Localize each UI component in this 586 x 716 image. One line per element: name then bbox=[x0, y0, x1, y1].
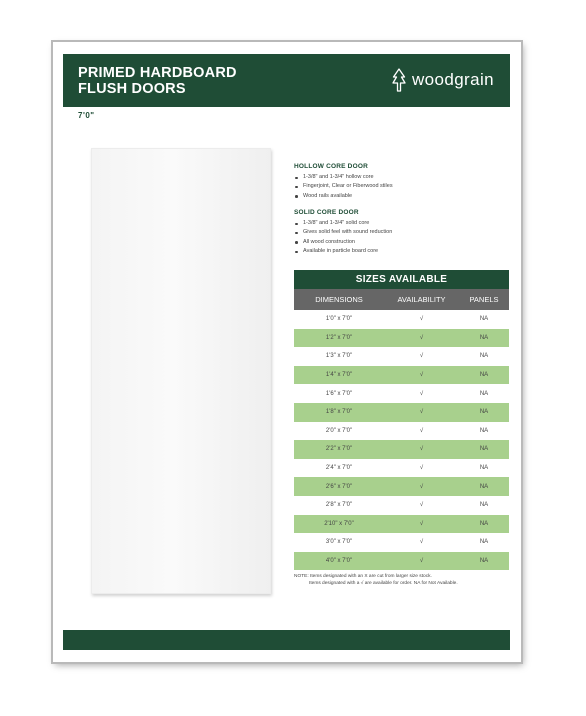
panels-cell: NA bbox=[479, 372, 489, 379]
table-row bbox=[294, 459, 509, 478]
brand-name: woodgrain bbox=[411, 70, 494, 89]
table-row bbox=[294, 403, 509, 422]
footer-bar bbox=[63, 630, 510, 650]
dimension-cell: 2'8" x 7'0" bbox=[325, 502, 353, 509]
table-row bbox=[294, 552, 509, 571]
availability-cell: √ bbox=[419, 316, 424, 323]
title-line-1: PRIMED HARDBOARD bbox=[78, 65, 237, 81]
dimension-cell: 2'4" x 7'0" bbox=[325, 465, 353, 472]
availability-cell: √ bbox=[419, 334, 424, 341]
dimension-cell: 1'4" x 7'0" bbox=[325, 372, 353, 379]
column-header-dimensions: DIMENSIONS bbox=[315, 295, 363, 304]
hollow-core-section bbox=[294, 163, 504, 201]
dimension-cell: 2'0" x 7'0" bbox=[325, 427, 353, 434]
panels-cell: NA bbox=[479, 353, 489, 360]
spec-sheet bbox=[53, 42, 521, 662]
footnote-line-2: Items designated with a √ are available for order. NA for Not Available. bbox=[309, 580, 458, 586]
header-banner bbox=[63, 54, 510, 107]
availability-cell: √ bbox=[419, 372, 424, 379]
panels-cell: NA bbox=[479, 558, 489, 565]
dimension-cell: 1'6" x 7'0" bbox=[325, 390, 353, 397]
table-body bbox=[294, 310, 509, 570]
table-row bbox=[294, 384, 509, 403]
dimension-cell: 3'0" x 7'0" bbox=[325, 539, 353, 546]
availability-cell: √ bbox=[419, 539, 424, 546]
availability-cell: √ bbox=[419, 520, 424, 527]
table-row bbox=[294, 533, 509, 552]
table-row bbox=[294, 440, 509, 459]
dimension-cell: 1'2" x 7'0" bbox=[325, 334, 353, 341]
dimension-cell: 2'10" x 7'0" bbox=[324, 520, 354, 527]
solid-core-section bbox=[294, 209, 504, 257]
sizes-table bbox=[294, 270, 509, 570]
hollow-core-list bbox=[294, 173, 504, 201]
dimension-cell: 2'6" x 7'0" bbox=[325, 483, 353, 490]
table-header bbox=[294, 289, 509, 310]
footnote bbox=[294, 574, 509, 587]
panels-cell: NA bbox=[479, 334, 489, 341]
solid-core-list bbox=[294, 219, 504, 257]
panels-cell: NA bbox=[479, 465, 489, 472]
panels-cell: NA bbox=[479, 502, 489, 509]
title-line-2: FLUSH DOORS bbox=[78, 81, 186, 97]
panels-cell: NA bbox=[479, 427, 489, 434]
panels-cell: NA bbox=[479, 446, 489, 453]
availability-cell: √ bbox=[419, 558, 424, 565]
table-row bbox=[294, 310, 509, 329]
panels-cell: NA bbox=[479, 520, 489, 527]
footnote-line-1: NOTE: Items designated with an X are cut from larger size stock. bbox=[294, 574, 432, 579]
panels-cell: NA bbox=[479, 483, 489, 490]
panels-cell: NA bbox=[479, 316, 489, 323]
panels-cell: NA bbox=[479, 390, 489, 397]
table-row bbox=[294, 366, 509, 385]
list-item: Available in particle board core bbox=[294, 247, 504, 256]
table-row bbox=[294, 477, 509, 496]
list-item: Gives solid feel with sound reduction bbox=[294, 228, 504, 237]
availability-cell: √ bbox=[419, 390, 424, 397]
list-item: Fingerjoint, Clear or Fiberwood stiles bbox=[294, 182, 504, 191]
dimension-cell: 1'3" x 7'0" bbox=[325, 353, 353, 360]
list-item: Wood rails available bbox=[294, 192, 504, 201]
panels-cell: NA bbox=[479, 409, 489, 416]
column-header-panels: PANELS bbox=[469, 295, 499, 304]
dimension-cell: 1'0" x 7'0" bbox=[325, 316, 353, 323]
tree-icon bbox=[392, 68, 406, 92]
list-item: All wood construction bbox=[294, 238, 504, 247]
availability-cell: √ bbox=[419, 353, 424, 360]
availability-cell: √ bbox=[419, 427, 424, 434]
availability-cell: √ bbox=[419, 483, 424, 490]
table-row bbox=[294, 496, 509, 515]
door-image bbox=[91, 148, 271, 594]
list-item: 1-3/8" and 1-3/4" solid core bbox=[294, 219, 504, 228]
dimension-cell: 2'2" x 7'0" bbox=[325, 446, 353, 453]
table-row bbox=[294, 347, 509, 366]
door-height-label: 7'0" bbox=[78, 111, 95, 120]
availability-cell: √ bbox=[419, 502, 424, 509]
table-row bbox=[294, 422, 509, 441]
dimension-cell: 1'8" x 7'0" bbox=[325, 409, 353, 416]
table-row bbox=[294, 515, 509, 534]
dimension-cell: 4'0" x 7'0" bbox=[325, 558, 353, 565]
page-title bbox=[78, 65, 237, 97]
brand-logo bbox=[392, 67, 494, 93]
list-item: 1-3/8" and 1-3/4" hollow core bbox=[294, 173, 504, 182]
solid-core-title: SOLID CORE DOOR bbox=[294, 209, 359, 216]
availability-cell: √ bbox=[419, 409, 424, 416]
panels-cell: NA bbox=[479, 539, 489, 546]
sizes-title: SIZES AVAILABLE bbox=[294, 270, 509, 289]
column-header-availability: AVAILABILITY bbox=[397, 295, 446, 304]
availability-cell: √ bbox=[419, 446, 424, 453]
table-row bbox=[294, 329, 509, 348]
availability-cell: √ bbox=[419, 465, 424, 472]
hollow-core-title: HOLLOW CORE DOOR bbox=[294, 163, 368, 170]
